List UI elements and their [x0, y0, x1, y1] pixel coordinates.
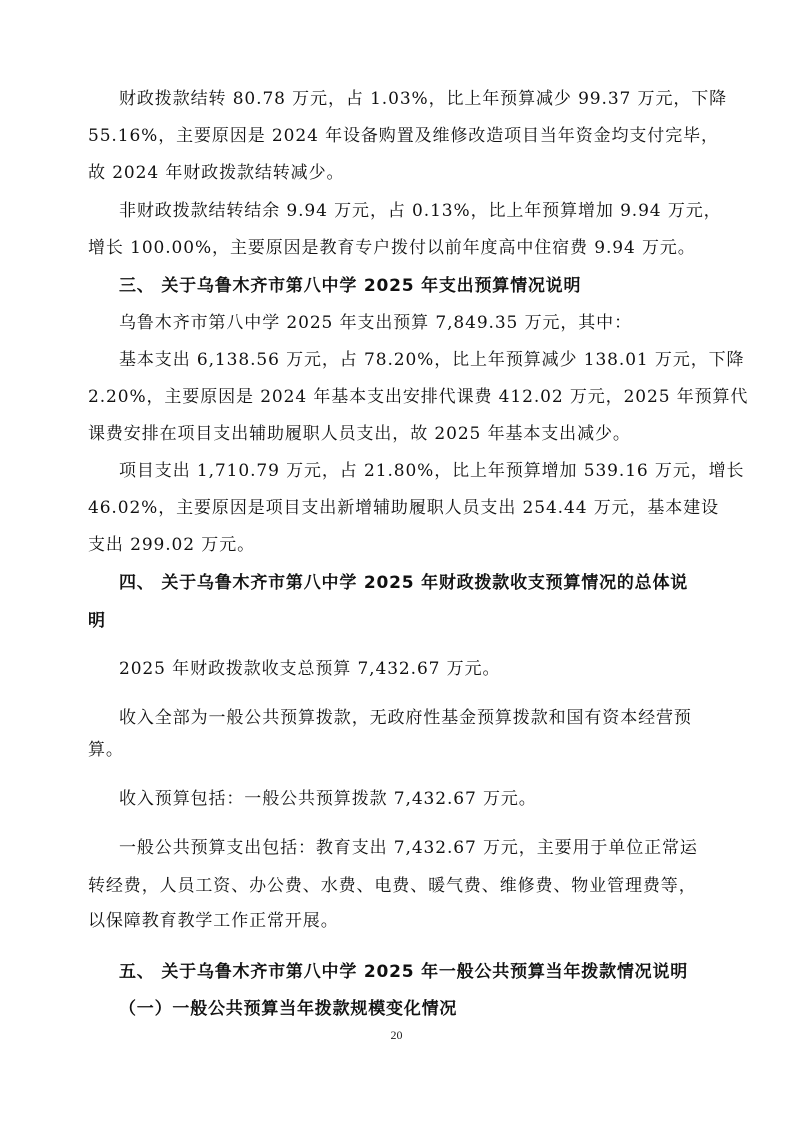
paragraph-line: 以保障教育教学工作正常开展。: [88, 911, 339, 931]
section-heading-continued: 明: [88, 611, 106, 631]
paragraph-line: 转经费，人员工资、办公费、水费、电费、暖气费、维修费、物业管理费等，: [88, 876, 697, 896]
page-number: 20: [390, 1028, 403, 1042]
subsection-heading: （一）一般公共预算当年拨款规模变化情况: [119, 999, 458, 1019]
paragraph-line: 增长 100.00%，主要原因是教育专户拨付以前年度高中住宿费 9.94 万元。: [88, 238, 696, 258]
paragraph-line: 财政拨款结转 80.78 万元，占 1.03%，比上年预算减少 99.37 万元，下降: [119, 89, 728, 109]
paragraph-line: 课费安排在项目支出辅助履职人员支出，故 2025 年基本支出减少。: [88, 424, 631, 444]
paragraph-line: 算。: [88, 740, 124, 760]
paragraph-line: 故 2024 年财政拨款结转减少。: [88, 163, 345, 183]
paragraph-line: 收入全部为一般公共预算拨款，无政府性基金预算拨款和国有资本经营预: [119, 708, 692, 728]
paragraph-line: 项目支出 1,710.79 万元，占 21.80%，比上年预算增加 539.16 万元，增长: [119, 461, 745, 481]
paragraph-line: 一般公共预算支出包括：教育支出 7,432.67 万元，主要用于单位正常运: [119, 838, 698, 858]
paragraph-line: 2025 年财政拨款收支总预算 7,432.67 万元。: [119, 659, 501, 679]
paragraph-line: 非财政拨款结转结余 9.94 万元，占 0.13%，比上年预算增加 9.94 万元，: [119, 201, 722, 221]
paragraph-line: 收入预算包括：一般公共预算拨款 7,432.67 万元。: [119, 789, 537, 809]
paragraph-line: 支出 299.02 万元。: [88, 535, 255, 555]
section-heading: 三、 关于乌鲁木齐市第八中学 2025 年支出预算情况说明: [119, 276, 582, 296]
paragraph-line: 55.16%，主要原因是 2024 年设备购置及维修改造项目当年资金均支付完毕，: [88, 126, 719, 146]
paragraph-line: 乌鲁木齐市第八中学 2025 年支出预算 7,849.35 万元，其中：: [119, 313, 632, 333]
paragraph-line: 2.20%，主要原因是 2024 年基本支出安排代课费 412.02 万元，2025 年预算代: [88, 387, 749, 407]
paragraph-line: 46.02%，主要原因是项目支出新增辅助履职人员支出 254.44 万元，基本建设: [88, 498, 720, 518]
paragraph-line: 基本支出 6,138.56 万元，占 78.20%，比上年预算减少 138.01 万元，下降: [119, 350, 745, 370]
section-heading: 五、 关于乌鲁木齐市第八中学 2025 年一般公共预算当年拨款情况说明: [119, 962, 689, 982]
section-heading: 四、 关于乌鲁木齐市第八中学 2025 年财政拨款收支预算情况的总体说: [119, 573, 689, 593]
